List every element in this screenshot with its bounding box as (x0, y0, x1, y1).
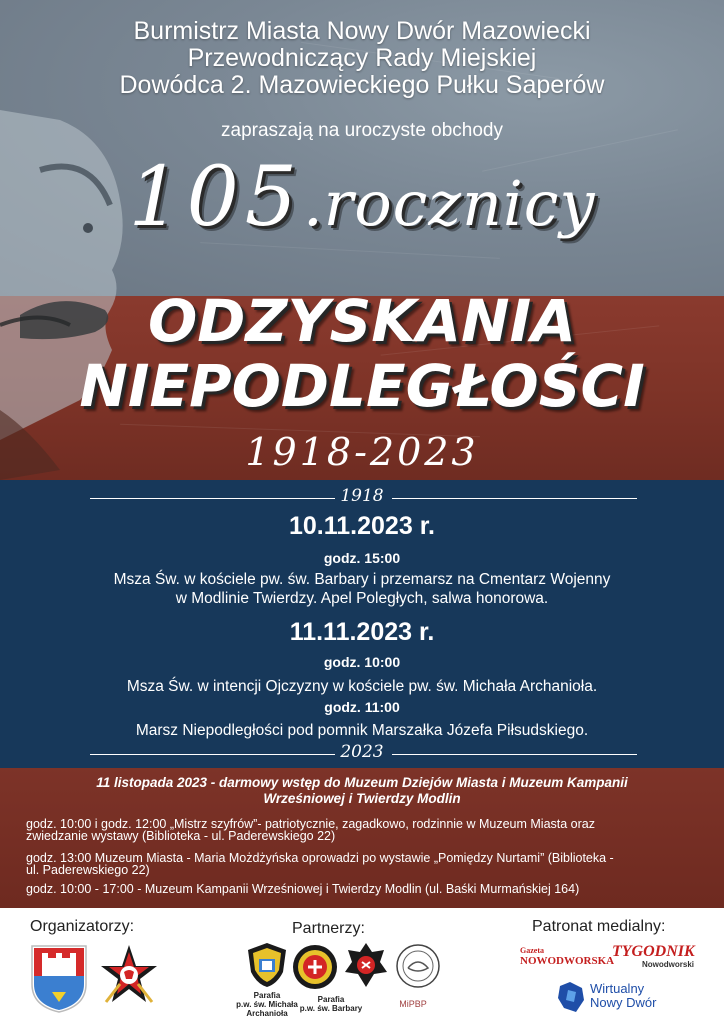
parish-barbara-caption (296, 995, 366, 1013)
divider-label-2023: 2023 (340, 742, 384, 762)
divider-right (392, 498, 637, 499)
anniversary-number: 105 (128, 150, 303, 245)
parish-barbara-line-1: Parafia (317, 995, 345, 1004)
museum-heading-2: Wrześniowej i Twierdzy Modlin (263, 791, 461, 806)
map-region-icon (556, 980, 586, 1014)
fire-volunteer-circle-icon (292, 944, 338, 990)
time-1: godz. 15:00 (323, 550, 401, 566)
museum-heading-1: 11 listopada 2023 - darmowy wstęp do Muzeum Dziejów Miasta i Muzeum Kampanii (96, 775, 628, 790)
time-3: godz. 11:00 (324, 699, 400, 715)
circular-seal-icon (396, 944, 440, 988)
organizers-heading: Organizatorzy: (30, 918, 135, 935)
anniversary-heading (0, 150, 724, 260)
time-2: godz. 10:00 (323, 654, 401, 670)
museum-item-2a: godz. 13:00 Muzeum Miasta - Maria Możdżyńska oprowadzi po wystawie „Pomiędzy Nurtami” (Biblioteka - (26, 851, 614, 865)
tygodnik-nowodworski-logo (612, 943, 712, 971)
tygodnik-logo-main: TYGODNIK (612, 943, 695, 960)
museum-item-1b: zwiedzanie wystawy (Biblioteka - ul. Paderewskiego 22) (26, 829, 336, 843)
anniversary-word: .rocznicy (302, 167, 596, 240)
invitation-text: zapraszają na uroczyste obchody (221, 120, 503, 141)
date-2: 11.11.2023 r. (289, 618, 435, 646)
museum-item-1a: godz. 10:00 i godz. 12:00 „Mistrz szyfrów”- patriotycznie, zagadkowo, rodzinnie w Muzeum Miasta oraz (26, 817, 595, 831)
gazeta-nowodworska-logo (520, 946, 615, 970)
title-line-1: ODZYSKANIA (147, 287, 577, 355)
wirtualny-logo-line-2: Nowy Dwór (590, 995, 657, 1010)
parish-michal-caption (232, 991, 302, 1018)
town-crest-icon (30, 944, 88, 1014)
divider-right-2 (392, 754, 637, 755)
header-line-2: Przewodniczący Rady Miejskiej (187, 44, 537, 72)
description-1b: w Modlinie Twierdzy. Apel Poległych, salwa honorowa. (175, 590, 549, 607)
wirtualny-logo-line-1: Wirtualny (590, 981, 645, 996)
years-range: 1918-2023 (245, 430, 479, 474)
tygodnik-logo-small: Nowodworski (642, 960, 695, 969)
fire-brigade-badge-icon (247, 942, 287, 988)
description-2a: Msza Św. w intencji Ojczyzny w kościele pw. św. Michała Archanioła. (126, 678, 598, 695)
museum-item-2b: ul. Paderewskiego 22) (26, 863, 150, 877)
mipbp-logo: MiPBP (399, 999, 427, 1009)
parish-michal-line-1: Parafia (253, 991, 281, 1000)
osp-badge-icon (344, 942, 388, 988)
wirtualny-nowy-dwor-logo (590, 982, 700, 1010)
title-line-2: NIEPODLEGŁOŚCI (79, 352, 645, 420)
header-line-3: Dowódca 2. Mazowieckiego Pułku Saperów (119, 71, 605, 99)
sapper-regiment-emblem-icon (100, 944, 158, 1006)
description-1a: Msza Św. w kościele pw. św. Barbary i przemarsz na Cmentarz Wojenny (113, 571, 611, 588)
gazeta-logo-small: Gazeta (520, 946, 544, 955)
parish-barbara-line-2: p.w. św. Barbary (299, 1004, 363, 1013)
header-line-1: Burmistrz Miasta Nowy Dwór Mazowiecki (133, 17, 591, 45)
partners-heading: Partnerzy: (292, 920, 365, 937)
description-2b: Marsz Niepodległości pod pomnik Marszałka Józefa Piłsudskiego. (135, 722, 589, 739)
date-1: 10.11.2023 r. (289, 512, 435, 540)
media-heading: Patronat medialny: (532, 918, 666, 935)
divider-label-1918: 1918 (340, 486, 384, 506)
museum-item-3: godz. 10:00 - 17:00 - Muzeum Kampanii Wrześniowej i Twierdzy Modlin (ul. Baśki Murmańskiej 164) (26, 882, 580, 896)
parish-michal-line-2: p.w. św. Michała (236, 1000, 298, 1009)
gazeta-logo-main: NOWODWORSKA (520, 955, 615, 967)
parish-michal-line-3: Archanioła (246, 1009, 288, 1018)
